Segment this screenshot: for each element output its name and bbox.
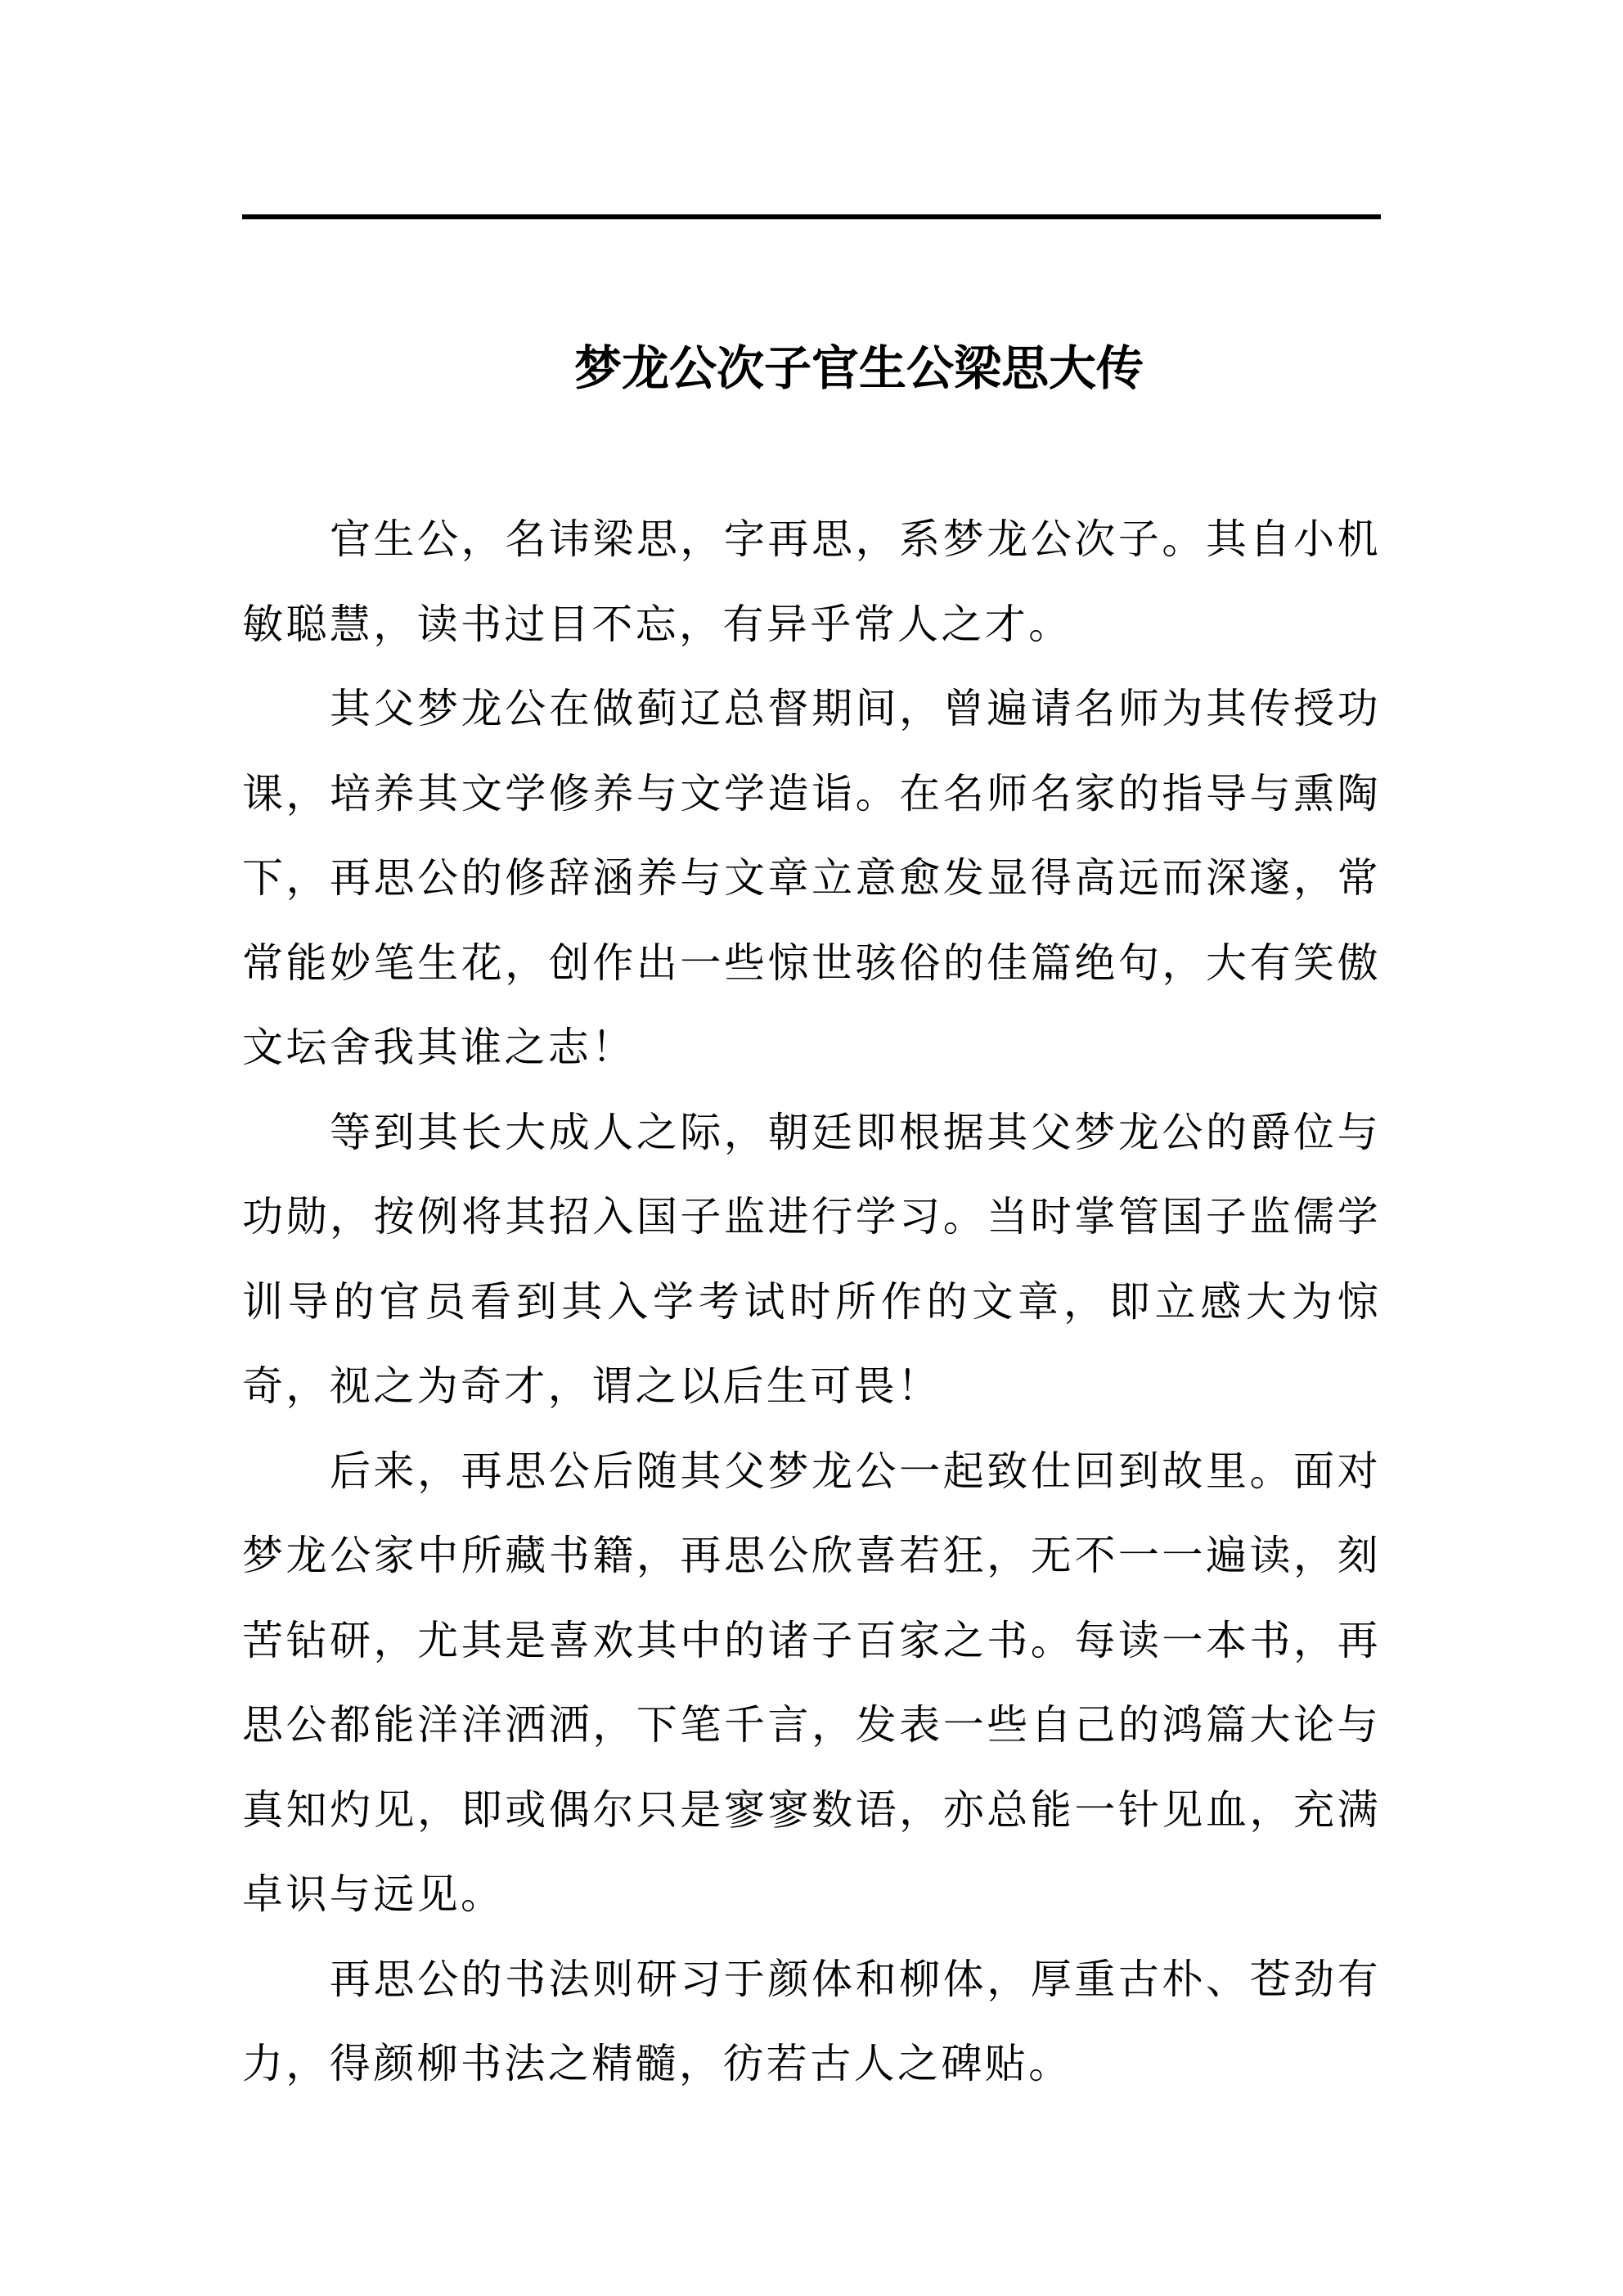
paragraph: 官生公，名讳梁思，字再思，系梦龙公次子。其自小机敏聪慧，读书过目不忘，有异乎常人之才。 (242, 516, 1381, 647)
paragraph: 其父梦龙公在做蓟辽总督期间，曾遍请名师为其传授功课，培养其文学修养与文学造诣。在名师名家的指导与熏陶下，再思公的修辞涵养与文章立意愈发显得高远而深邃，常常能妙笔生花，创作出一些惊世骇俗的佳篇绝句，大有笑傲文坛舍我其谁之志！ (242, 686, 1381, 1070)
page-title: 梦龙公次子官生公梁思大传 (573, 342, 1144, 395)
document-body (242, 497, 1381, 2107)
paragraph: 后来，再思公后随其父梦龙公一起致仕回到故里。面对梦龙公家中所藏书籍，再思公欣喜若狂，无不一一遍读，刻苦钻研，尤其是喜欢其中的诸子百家之书。每读一本书，再思公都能洋洋洒洒，下笔千言，发表一些自己的鸿篇大论与真知灼见，即或偶尔只是寥寥数语，亦总能一针见血，充满卓识与远见。 (242, 1447, 1381, 1917)
paragraph: 等到其长大成人之际，朝廷即根据其父梦龙公的爵位与功勋，按例将其招入国子监进行学习。当时掌管国子监儒学训导的官员看到其入学考试时所作的文章，即立感大为惊奇，视之为奇才，谓之以后生可畏！ (242, 1109, 1381, 1409)
header-rule (242, 214, 1381, 219)
paragraph: 再思公的书法则研习于颜体和柳体，厚重古朴、苍劲有力，得颜柳书法之精髓，彷若古人之碑贴。 (242, 1956, 1381, 2087)
